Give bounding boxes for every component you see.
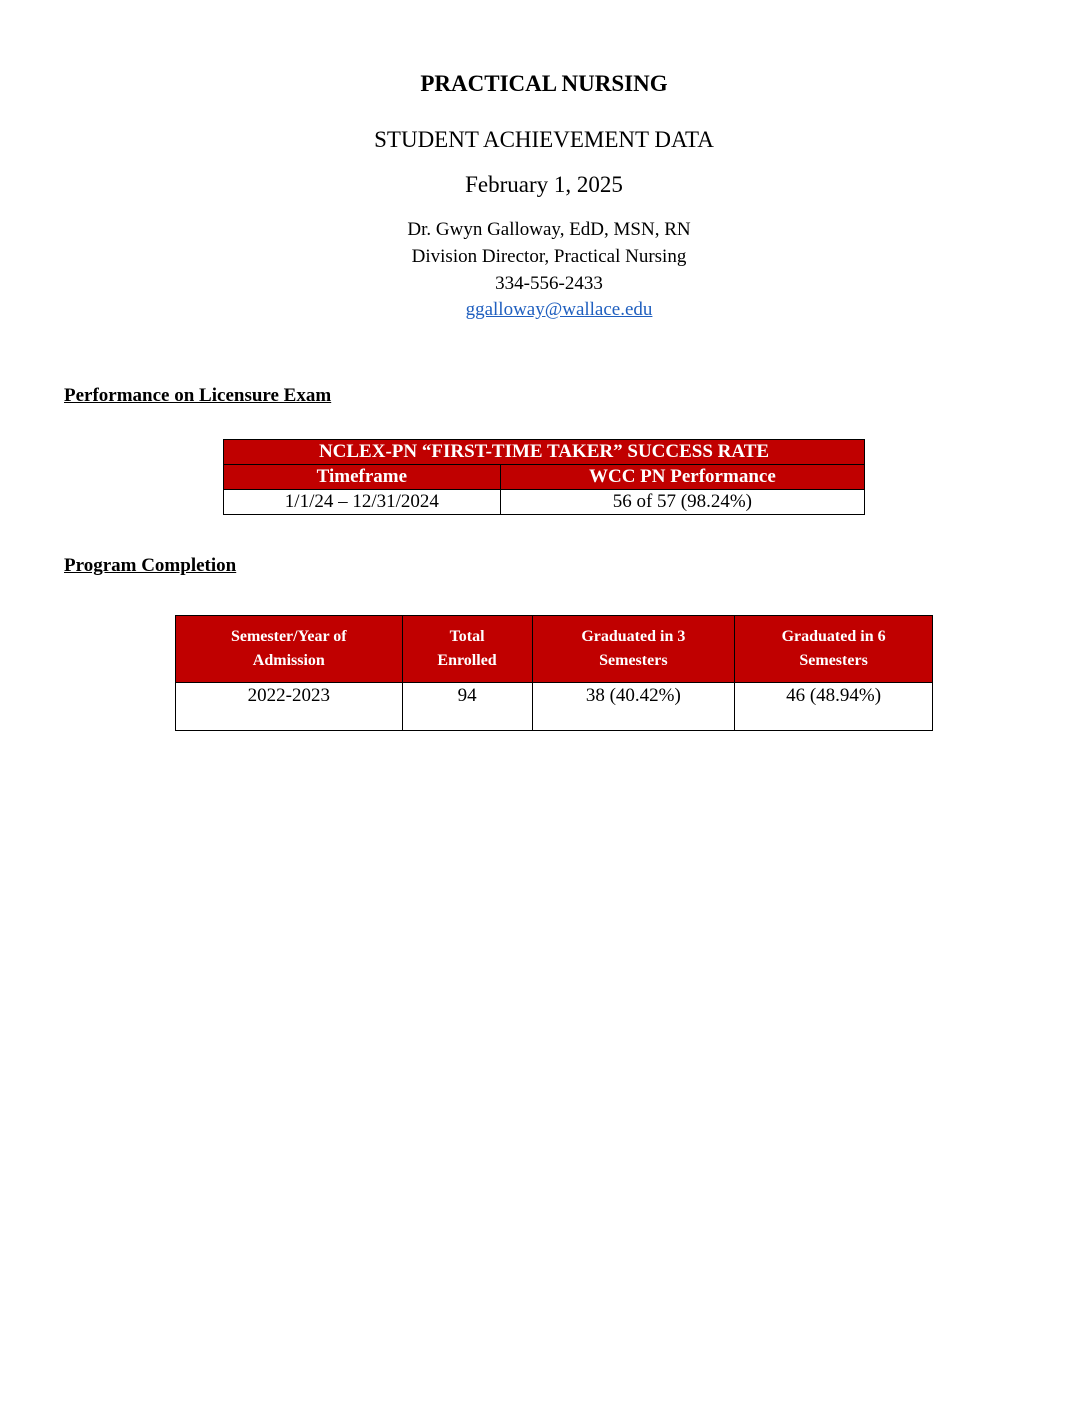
table-row xyxy=(224,490,865,515)
contact-email-container xyxy=(15,299,1088,321)
contact-name: Dr. Gwyn Galloway, EdD, MSN, RN xyxy=(407,219,691,240)
timeframe-cell: 1/1/24 – 12/31/2024 xyxy=(224,490,501,515)
graduated-6-cell: 46 (48.94%) xyxy=(735,683,933,731)
column-header-graduated-6 xyxy=(735,616,933,683)
document-subtitle: STUDENT ACHIEVEMENT DATA xyxy=(374,127,714,152)
document-date: February 1, 2025 xyxy=(465,172,623,197)
column-header-performance: WCC PN Performance xyxy=(500,465,864,490)
graduated-3-cell: 38 (40.42%) xyxy=(532,683,735,731)
column-header-graduated-3 xyxy=(532,616,735,683)
table-header-row xyxy=(224,465,865,490)
nclex-table-title: NCLEX-PN “FIRST-TIME TAKER” SUCCESS RATE xyxy=(224,440,865,465)
column-header-graduated-6-label: Graduated in 6 Semesters xyxy=(781,628,886,669)
completion-section-heading: Program Completion xyxy=(64,555,237,576)
performance-cell: 56 of 57 (98.24%) xyxy=(500,490,864,515)
program-completion-table xyxy=(175,615,933,731)
column-header-total-enrolled-label: Total Enrolled xyxy=(437,628,497,669)
contact-phone: 334-556-2433 xyxy=(495,273,603,294)
document-title: PRACTICAL NURSING xyxy=(420,71,668,96)
licensure-section-heading: Performance on Licensure Exam xyxy=(64,385,332,406)
table-header-row xyxy=(176,616,933,683)
contact-email-link[interactable]: ggalloway@wallace.edu xyxy=(465,299,653,320)
contact-role: Division Director, Practical Nursing xyxy=(411,246,687,267)
total-enrolled-cell: 94 xyxy=(402,683,532,731)
table-row xyxy=(176,683,933,731)
column-header-graduated-3-label: Graduated in 3 Semesters xyxy=(581,628,686,669)
admission-cell: 2022-2023 xyxy=(176,683,403,731)
table-title-row xyxy=(224,440,865,465)
column-header-admission xyxy=(176,616,403,683)
nclex-success-rate-table xyxy=(223,439,865,515)
column-header-total-enrolled xyxy=(402,616,532,683)
column-header-timeframe: Timeframe xyxy=(224,465,501,490)
column-header-admission-label: Semester/Year of Admission xyxy=(230,628,347,669)
